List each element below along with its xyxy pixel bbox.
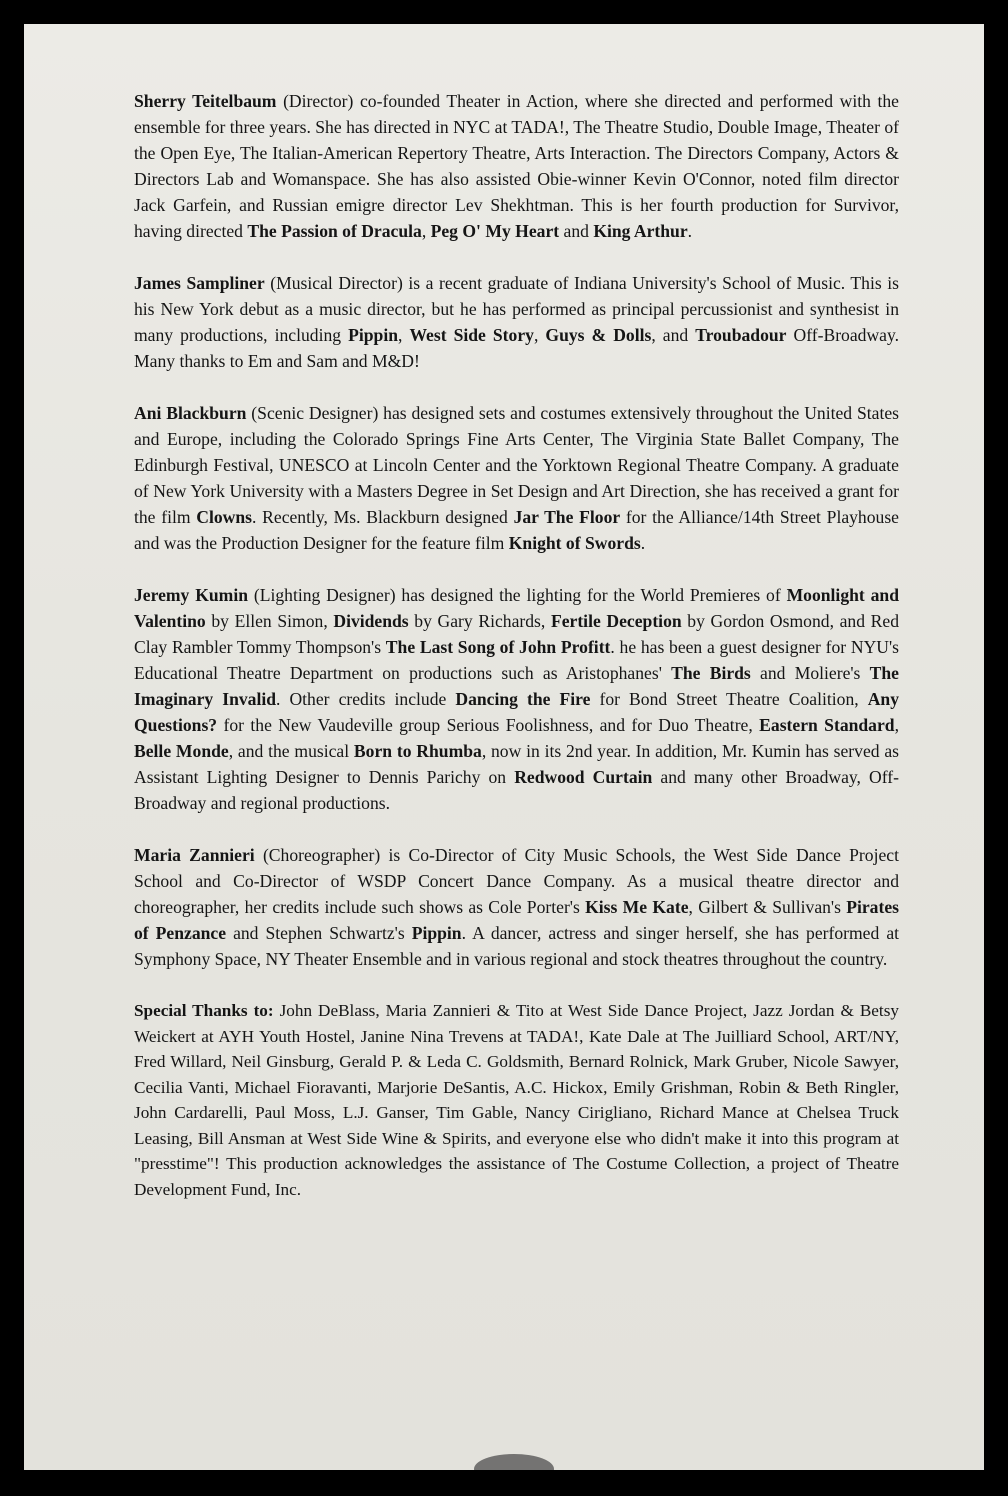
bio-ani-blackburn	[134, 400, 899, 556]
work-title: Fertile Deception	[550, 611, 682, 631]
bio-text: , and the musical	[228, 741, 354, 761]
bio-text: Off-Broadway. Many thanks to Em and Sam and M&D!	[134, 325, 900, 371]
bio-text: for the Alliance/14th Street Playhouse and was the Production Designer for the feature film	[134, 507, 899, 553]
work-title: Eastern Standard	[759, 715, 895, 735]
work-title: Guys & Dolls	[545, 325, 652, 345]
bio-text: by Gordon Osmond, and Red Clay Rambler Tommy Thompson's	[134, 611, 899, 657]
bio-text: for Bond Street Theatre Coalition,	[590, 689, 868, 709]
work-title: The Birds	[671, 663, 751, 683]
bio-text: and	[559, 221, 594, 241]
special-thanks-heading: Special Thanks to:	[134, 1001, 274, 1020]
bio-text: for the New Vaudeville group Serious Foolishness, and for Duo Theatre,	[217, 715, 760, 735]
work-title: Any Questions?	[134, 689, 899, 735]
bio-text: .	[687, 221, 693, 241]
work-title: Knight of Swords	[508, 533, 641, 553]
bio-text: . Other credits include	[276, 689, 456, 709]
work-title: Pippin	[348, 325, 398, 345]
bio-text: (Choreographer) is Co-Director of City Music Schools, the West Side Dance Project School and Co-Director of WSDP Concert Dance Company. As a musical theatre director and choreographer, her credits include such shows as Cole Porter's	[134, 845, 899, 917]
work-title: Belle Monde	[134, 741, 229, 761]
bio-text: (Musical Director) is a recent graduate of Indiana University's School of Music. This is his New York debut as a music director, but he has performed as principal percussionist and synthesist in many productions, including	[134, 273, 899, 345]
work-title: Jar The Floor	[513, 507, 621, 527]
bio-name: Sherry Teitelbaum	[134, 91, 277, 111]
ink-blot	[474, 1454, 554, 1470]
bio-james-sampliner	[134, 270, 899, 374]
program-content	[134, 88, 899, 1202]
bio-text: , Gilbert & Sullivan's	[688, 897, 847, 917]
bio-text: ,	[533, 325, 546, 345]
bio-text: (Scenic Designer) has designed sets and costumes extensively throughout the United States and Europe, including the Colorado Springs Fine Arts Center, The Virginia State Ballet Company, The Edinburgh Festival, UNESCO at Lincoln Center and the Yorktown Regional Theatre Company. A graduate of New York University with a Masters Degree in Set Design and Art Direction, she has received a grant for the film	[134, 403, 899, 527]
bio-text: (Lighting Designer) has designed the lighting for the World Premieres of	[248, 585, 787, 605]
work-title: The Passion of Dracula	[247, 221, 422, 241]
bio-name: Maria Zannieri	[134, 845, 255, 865]
work-title: Peg O' My Heart	[430, 221, 560, 241]
bio-text: . Recently, Ms. Blackburn designed	[252, 507, 514, 527]
bio-sherry-teitelbaum	[134, 88, 899, 244]
bio-text: (Director) co-founded Theater in Action, where she directed and performed with the ensemble for three years. She has directed in NYC at TADA!, The Theatre Studio, Double Image, Theater of the Open Eye, The Italian-American Repertory Theatre, Arts Interaction. The Directors Company, Actors & Directors Lab and Womanspace. She has also assisted Obie-winner Kevin O'Connor, noted film director Jack Garfein, and Russian emigre director Lev Shekhtman. This is her fourth production for Survivor, having directed	[134, 91, 899, 241]
bio-text: by Gary Richards,	[408, 611, 551, 631]
bio-name: Ani Blackburn	[134, 403, 247, 423]
work-title: Dividends	[333, 611, 409, 631]
bio-text: by Ellen Simon,	[205, 611, 334, 631]
bio-text: , and	[651, 325, 696, 345]
bio-maria-zannieri	[134, 842, 899, 972]
bio-text: and Moliere's	[750, 663, 870, 683]
bio-text: . he has been a guest designer for NYU's Educational Theatre Department on productions such as Aristophanes'	[134, 637, 899, 683]
work-title: King Arthur	[593, 221, 688, 241]
bio-jeremy-kumin	[134, 582, 899, 816]
bio-text: ,	[421, 221, 431, 241]
special-thanks-text: John DeBlass, Maria Zannieri & Tito at West Side Dance Project, Jazz Jordan & Betsy Weickert at AYH Youth Hostel, Janine Nina Trevens at TADA!, Kate Dale at The Juilliard School, ART/NY, Fred Willard, Neil Ginsburg, Gerald P. & Leda C. Goldsmith, Bernard Rolnick, Mark Gruber, Nicole Sawyer, Cecilia Vanti, Michael Fioravanti, Marjorie DeSantis, A.C. Hickox, Emily Grishman, Robin & Beth Ringler, John Cardarelli, Paul Moss, L.J. Ganser, Tim Gable, Nancy Cirigliano, Richard Mance at Chelsea Truck Leasing, Bill Ansman at West Side Wine & Spirits, and everyone else who didn't make it into this program at "presstime"! This production acknowledges the assistance of The Costume Collection, a project of Theatre Development Fund, Inc.	[134, 1001, 899, 1199]
bio-text: ,	[398, 325, 410, 345]
work-title: The Imaginary Invalid	[134, 663, 899, 709]
special-thanks	[134, 998, 899, 1202]
bio-name: Jeremy Kumin	[134, 585, 249, 605]
work-title: Moonlight and Valentino	[134, 585, 899, 631]
work-title: Pirates of Penzance	[134, 897, 899, 943]
bio-text: .	[640, 533, 646, 553]
work-title: West Side Story	[409, 325, 534, 345]
bio-text: . A dancer, actress and singer herself, she has performed at Symphony Space, NY Theater Ensemble and in various regional and stock theatres throughout the country.	[134, 923, 900, 969]
work-title: Troubadour	[695, 325, 787, 345]
work-title: Born to Rhumba	[353, 741, 482, 761]
bio-text: ,	[894, 715, 899, 735]
bio-text: , now in its 2nd year. In addition, Mr. Kumin has served as Assistant Lighting Designer to Dennis Parichy on	[134, 741, 900, 787]
bio-text: and many other Broadway, Off-Broadway and regional productions.	[134, 767, 899, 813]
work-title: Kiss Me Kate	[585, 897, 689, 917]
bio-name: James Sampliner	[134, 273, 265, 293]
work-title: Pippin	[411, 923, 462, 943]
bio-text: and Stephen Schwartz's	[226, 923, 412, 943]
work-title: Clowns	[196, 507, 253, 527]
work-title: The Last Song of John Profitt	[385, 637, 611, 657]
work-title: Redwood Curtain	[514, 767, 653, 787]
work-title: Dancing the Fire	[455, 689, 591, 709]
program-page	[24, 24, 984, 1470]
